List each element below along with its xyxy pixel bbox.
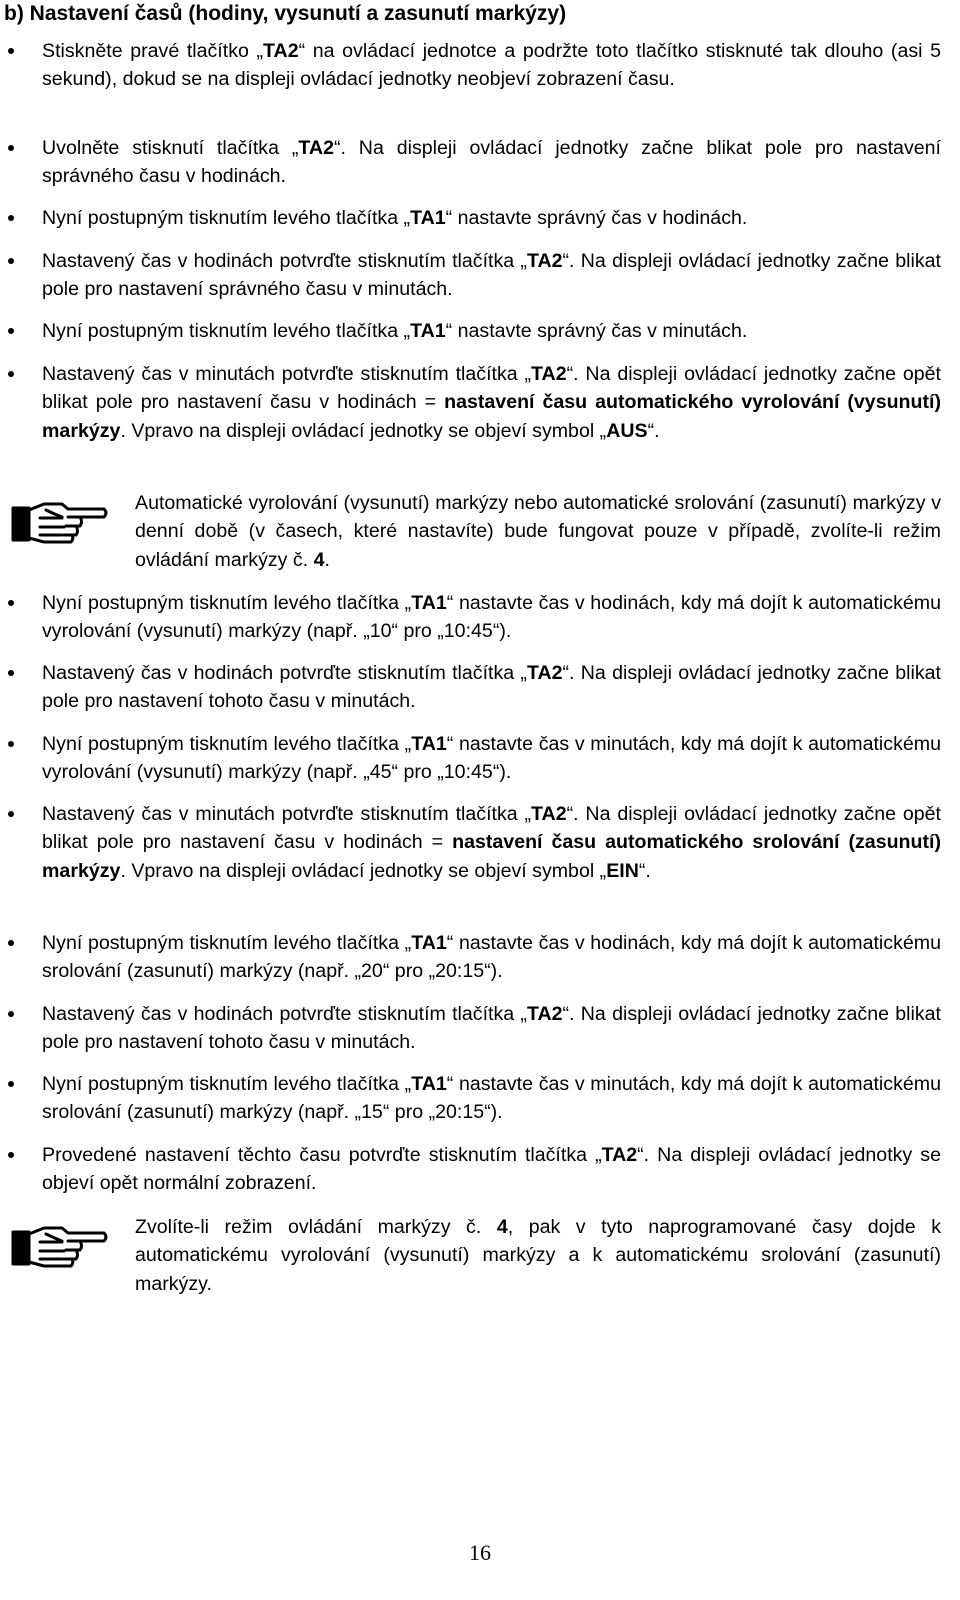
note-text: [135, 1213, 941, 1298]
list-item: [42, 1000, 941, 1057]
list-item: [42, 37, 941, 94]
text-run: “ nastavte čas v minutách, kdy má dojít k automatickému vyrolování (vysunutí) markýzy (např. „45“ pro „10:45“).: [42, 733, 941, 784]
list-item: [42, 730, 941, 787]
text-run: Nyní postupným tisknutím levého tlačítka „: [42, 932, 412, 954]
text-run: Nastavený čas v minutách potvrďte stisknutím tlačítka „: [42, 803, 532, 825]
bold-run: nastavení času automatického srolování (zasunutí) markýzy: [42, 831, 941, 882]
bold-run: TA1: [411, 592, 447, 614]
bold-run: EIN: [606, 859, 639, 882]
text-run: “ nastavte správný čas v hodinách.: [445, 207, 748, 229]
bold-run: TA2: [263, 40, 299, 62]
bold-run: TA2: [531, 363, 567, 385]
text-run: Nyní postupným tisknutím levého tlačítka „: [42, 320, 411, 342]
text-run: Nyní postupným tisknutím levého tlačítka „: [42, 1073, 412, 1095]
text-run: “ nastavte čas v minutách, kdy má dojít k automatickému srolování (zasunutí) markýzy (např. „15“ pro „20:15“).: [42, 1073, 941, 1124]
bold-run: TA1: [410, 207, 446, 229]
bold-run: TA2: [526, 1003, 563, 1025]
text-run: Nastavený čas v minutách potvrďte stisknutím tlačítka „: [42, 363, 532, 385]
bold-run: TA1: [411, 1073, 447, 1095]
list-item: [42, 204, 941, 232]
text-run: “. Na displeji ovládací jednotky začne blikat pole pro nastavení tohoto času v minutách.: [42, 662, 941, 713]
list-item: [42, 589, 941, 646]
bold-run: TA1: [410, 320, 446, 342]
text-run: , pak v tyto naprogramované časy dojde k automatickému vyrolování (vysunutí) markýzy a k automatickému srolování (zasunutí) markýzy.: [135, 1216, 941, 1295]
list-item: [42, 1070, 941, 1127]
text-run: “. Na displeji ovládací jednotky začne blikat pole pro nastavení správného času v hodinách.: [42, 137, 941, 188]
text-run: Provedené nastavení těchto času potvrďte stisknutím tlačítka „: [42, 1144, 602, 1166]
bold-run: 4: [496, 1216, 508, 1238]
bold-run: nastavení času automatického vyrolování (vysunutí) markýzy: [42, 391, 941, 442]
text-run: “. Na displeji ovládací jednotky začne blikat pole pro nastavení správného času v minutách.: [42, 250, 941, 301]
text-run: Zvolíte-li režim ovládání markýzy č.: [135, 1216, 497, 1238]
bold-run: AUS: [606, 419, 648, 442]
section-heading: b) Nastavení časů (hodiny, vysunutí a zasunutí markýzy): [4, 2, 567, 25]
text-run: Automatické vyrolování (vysunutí) markýzy nebo automatické srolování (zasunutí) markýzy v denní době (v časech, které nastavíte) bude fungovat pouze v případě, zvolíte-li režim ovládání markýzy č.: [135, 492, 941, 571]
bold-run: TA2: [601, 1144, 638, 1166]
text-run: “ nastavte správný čas v minutách.: [445, 320, 748, 342]
bold-run: TA1: [411, 733, 447, 755]
note-text: [135, 489, 941, 574]
text-run: Nastavený čas v hodinách potvrďte stisknutím tlačítka „: [42, 250, 527, 272]
text-run: “. Na displeji ovládací jednotky se objeví opět normální zobrazení.: [42, 1144, 941, 1195]
text-run: Stiskněte pravé tlačítko „: [42, 40, 264, 62]
text-run: .: [324, 548, 330, 571]
text-run: Nyní postupným tisknutím levého tlačítka „: [42, 207, 411, 229]
list-item: [42, 659, 941, 716]
page-number: 16: [469, 1540, 491, 1565]
bold-run: TA1: [411, 932, 447, 954]
text-run: “. Na displeji ovládací jednotky začne opět blikat pole pro nastavení času v hodinách =: [42, 803, 941, 854]
bold-run: TA2: [298, 137, 334, 159]
text-run: “ nastavte čas v hodinách, kdy má dojít k automatickému vyrolování (vysunutí) markýzy (např. „10“ pro „10:45“).: [42, 592, 941, 643]
list-item: [42, 360, 941, 445]
bold-run: TA2: [526, 250, 563, 272]
list-item: [42, 1141, 941, 1198]
text-run: Nyní postupným tisknutím levého tlačítka „: [42, 733, 412, 755]
bold-run: TA2: [526, 662, 563, 684]
text-run: Nastavený čas v hodinách potvrďte stisknutím tlačítka „: [42, 662, 527, 684]
list-item: [42, 800, 941, 885]
list-item: [42, 134, 941, 191]
bold-run: 4: [313, 548, 325, 571]
pointing-hand-icon: [10, 1220, 110, 1270]
text-run: Nastavený čas v hodinách potvrďte stisknutím tlačítka „: [42, 1003, 527, 1025]
list-item: [42, 317, 941, 345]
text-run: “. Na displeji ovládací jednotky začne blikat pole pro nastavení tohoto času v minutách.: [42, 1003, 941, 1054]
pointing-hand-icon: [10, 496, 110, 546]
list-item: [42, 247, 941, 304]
text-run: “. Na displeji ovládací jednotky začne opět blikat pole pro nastavení času v hodinách =: [42, 363, 941, 414]
text-run: . Vpravo na displeji ovládací jednotky se objeví symbol „: [120, 859, 607, 882]
text-run: . Vpravo na displeji ovládací jednotky se objeví symbol „: [120, 419, 607, 442]
list-item: [42, 929, 941, 986]
text-run: “.: [647, 419, 660, 442]
text-run: “ na ovládací jednotce a podržte toto tlačítko stisknuté tak dlouho (asi 5 sekund), dokud se na displeji ovládací jednotky neobjeví zobrazení času.: [42, 40, 941, 91]
text-run: Nyní postupným tisknutím levého tlačítka „: [42, 592, 412, 614]
text-run: “.: [638, 859, 651, 882]
text-run: “ nastavte čas v hodinách, kdy má dojít k automatickému srolování (zasunutí) markýzy (např. „20“ pro „20:15“).: [42, 932, 941, 983]
text-run: Uvolněte stisknutí tlačítka „: [42, 137, 299, 159]
bold-run: TA2: [531, 803, 567, 825]
